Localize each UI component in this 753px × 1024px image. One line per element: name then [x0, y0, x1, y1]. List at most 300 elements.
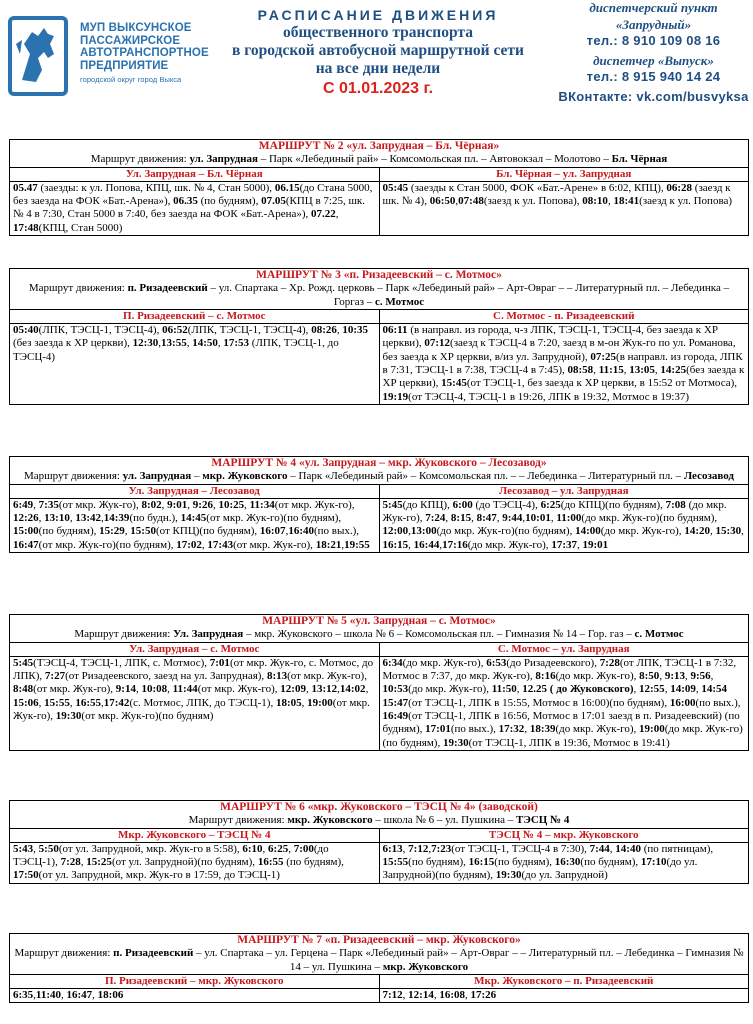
org-line: АВТОТРАНСПОРТНОЕ [80, 47, 209, 59]
time-value: 7:28 [599, 656, 620, 669]
time-note: (от мкр. Жук-го), [33, 683, 116, 696]
time-note: (до мкр. Жук-го)(по будням), [581, 512, 718, 525]
departure-times [10, 498, 380, 552]
time-note: (до мкр. Жук-го), [408, 683, 492, 696]
time-value: 06:50 [429, 195, 456, 208]
time-value: 15:47 [382, 696, 409, 709]
organization-name [80, 22, 209, 84]
time-note: , [186, 337, 193, 350]
time-note: (до мкр. Жук-го)(по будням), [436, 525, 576, 538]
time-note: (от ТЭСЦ-1, без заезда к ХР церкви, в 15:52 от Мотмоса), [466, 377, 738, 390]
time-value: 16:47 [13, 538, 39, 551]
time-value: 7:12 [382, 989, 403, 1002]
time-note: , [244, 498, 250, 511]
time-value: 17:43 [207, 538, 234, 551]
time-value: 7:00 [293, 842, 314, 855]
time-value: 13:05 [629, 364, 655, 377]
time-value: 11:34 [249, 498, 275, 511]
route-header [10, 457, 749, 485]
route-title: МАРШРУТ № 3 «п. Ризадеевский – с. Мотмос» [256, 269, 502, 281]
time-value: 13:00 [410, 525, 437, 538]
direction-label: Ул. Запрудная – Лесозавод [10, 484, 380, 498]
time-note: , [158, 337, 162, 350]
time-note: (от ул. Запрудной, мкр. Жук-го в 17:59, до ТЭСЦ-1) [38, 869, 280, 882]
time-note: Маршрут движения: [23, 470, 123, 483]
route-table [9, 456, 749, 553]
time-note: (по будням), [580, 856, 641, 869]
time-note: , [445, 512, 451, 525]
time-value: 12.25 [522, 683, 548, 696]
time-value: 8:15 [450, 512, 472, 525]
time-note: (до мкр. Жук-го), [555, 723, 640, 736]
time-note: (от мкр. Жук-го), [287, 670, 367, 683]
time-note: – ул. Спартака – ул. Герцена – Парк «Лебединый рай» – Арт-Овраг – – Литературный пл. – Лебединка – Гимназия № 14 – ул. Пушкина – [193, 947, 744, 973]
time-note: (заезд к ТЭСЦ-4 в 7:20, заезд в м-он Жук-го по ул. Романова, без заезда к ХР церкви, в/из ул. Запрудной), [382, 337, 736, 363]
time-note: (ЛПК, ТЭСЦ-1, до ТЭСЦ-4) [13, 337, 339, 363]
time-note: (до КПЦ), [402, 498, 453, 511]
time-note: (от мкр. Жук-го), [197, 683, 281, 696]
time-value: 8:47 [476, 512, 497, 525]
schedule-title-block [208, 6, 548, 98]
time-note: (до Стана 5000, без заезда на ФОК «Бат.-Арена»), [13, 181, 373, 208]
time-value: 19:00 [307, 696, 333, 709]
time-value: 14:50 [192, 337, 218, 350]
time-note: (КПЦ в 7:25, шк. № 4 в 7:30, Стан 5000 в 7:40, без заезда на ФОК «Бат.-Арена»), [13, 195, 366, 221]
time-value: 8:16 [535, 670, 556, 683]
route-header [10, 934, 749, 975]
time-note: , [335, 208, 339, 221]
time-note: , [439, 538, 443, 551]
contacts-block [556, 0, 751, 105]
time-note: (с. Мотмос, ЛПК, до ТЭСЦ-1), [129, 696, 276, 709]
time-value: 17:53 [223, 337, 250, 350]
time-value: 7:28 [60, 856, 81, 869]
time-value: 15:45 [441, 377, 467, 390]
time-note: (по будн.), [129, 512, 181, 525]
time-note: (ЛПК, ТЭСЦ-1, ТЭСЦ-4), [187, 324, 312, 337]
time-note: – [191, 470, 203, 483]
time-value: 17:02 [176, 538, 202, 551]
time-value: 8:13 [266, 670, 288, 683]
time-note: , [187, 498, 193, 511]
time-note: , [664, 683, 671, 696]
time-value: 6:49 [13, 498, 34, 511]
time-value: 19:19 [382, 390, 409, 403]
time-note: , [365, 683, 369, 696]
time-note: , [402, 989, 409, 1002]
time-value: 15:55 [382, 856, 409, 869]
time-value: 12:55 [639, 683, 665, 696]
time-value: 12:26 [13, 512, 39, 525]
time-value: 17:01 [425, 723, 451, 736]
time-value: 5:50 [38, 842, 59, 855]
time-value: 8:02 [141, 498, 162, 511]
time-note: , [201, 538, 208, 551]
time-value: 06.15 [274, 181, 300, 194]
time-value: 10:53 [382, 683, 409, 696]
time-value: 6:25 [540, 498, 561, 511]
time-value: 7:23 [431, 842, 452, 855]
time-value: Бл. Чёрная [611, 153, 668, 166]
time-note: , [80, 856, 87, 869]
phone-number[interactable]: тел.: 8 915 940 14 24 [586, 69, 721, 84]
time-value: 08:10 [582, 195, 608, 208]
time-note: , [33, 498, 39, 511]
time-value: 06:52 [162, 324, 188, 337]
org-line: ПРЕДПРИЯТИЕ [80, 59, 169, 72]
route-header [10, 140, 749, 168]
time-note: , [623, 364, 630, 377]
time-value: 17:26 [470, 989, 497, 1002]
time-value: 14:40 [615, 842, 641, 855]
time-note: , [633, 683, 640, 696]
time-value: 6:34 [382, 656, 403, 669]
time-value: 17:10 [640, 856, 667, 869]
time-value: 19:00 [639, 723, 665, 736]
route-path [13, 153, 745, 166]
time-note: , [285, 525, 289, 538]
time-note: (по будням), [283, 856, 344, 869]
route-path [13, 814, 745, 827]
time-value: 11:00 [556, 512, 582, 525]
time-value: 19:30 [442, 736, 469, 749]
phone-number[interactable]: тел.: 8 910 109 08 16 [586, 33, 721, 48]
time-note: (до ТЭСЦ-1), [13, 842, 329, 869]
time-note: (от ТЭСЦ-4, ТЭСЦ-1 в 19:26, ЛПК в 19:32, Мотмос в 19:37) [408, 390, 690, 403]
time-value: 14:54 [701, 683, 728, 696]
time-value: 14:20 [684, 525, 710, 538]
time-value: 08:26 [311, 324, 337, 337]
time-note: – школа № 6 – ул. Пушкина – [372, 814, 517, 827]
time-note: (от ТЭСЦ-1, ЛПК в 16:56, Мотмос в 17:01 заезд в п. Ризадеевский) (по будням), [382, 710, 740, 736]
departure-times [379, 324, 749, 405]
time-value: ул. Запрудная [189, 153, 258, 166]
time-value: 7:08 [665, 498, 686, 511]
route-table [9, 933, 749, 1003]
time-note: (ЛПК, ТЭСЦ-1, ТЭСЦ-4), [38, 324, 163, 337]
horse-logo-icon [8, 14, 70, 98]
time-note: , [522, 512, 526, 525]
time-note: (до мкр. Жук-го), [402, 656, 487, 669]
time-note: (без заезда к ХР церкви), [13, 337, 133, 350]
time-note: (от Ризадеевского, заезд на ул. Запрудная), [65, 670, 267, 683]
time-value: 10:08 [141, 683, 168, 696]
time-note: Маршрут движения: [188, 814, 288, 827]
time-note: (от ул. Запрудной)(по будням), [111, 856, 258, 869]
time-value: 07:12 [424, 337, 451, 350]
direction-label: С. Мотмос - п. Ризадеевский [379, 309, 749, 323]
direction-label: Бл. Чёрная – ул. Запрудная [379, 167, 749, 181]
route-path [13, 628, 745, 641]
time-value: п. Ризадеевский [127, 282, 208, 295]
dispatch-name: «Запрудный» [615, 16, 692, 32]
time-note: , [336, 324, 343, 337]
time-value: 12:14 [408, 989, 434, 1002]
time-value: 19:01 [582, 538, 609, 551]
direction-label: Мкр. Жуковского – п. Ризадеевский [379, 974, 749, 988]
time-value: 14:45 [180, 512, 207, 525]
time-value: 6:10 [242, 842, 263, 855]
time-value: 07.05 [261, 195, 286, 208]
time-note: , [684, 670, 691, 683]
time-note: (от ТЭСЦ-1, ЛПК в 15:55, Мотмос в 16:00)(по будням), [408, 696, 670, 709]
time-note: , [337, 683, 340, 696]
time-note: (по будням), [38, 525, 100, 538]
time-value: 5:45 [382, 498, 403, 511]
schedule-title: РАСПИСАНИЕ ДВИЖЕНИЯ [257, 7, 499, 23]
time-value: 8:50 [639, 670, 660, 683]
direction-label: Ул. Запрудная – Бл. Чёрная [10, 167, 380, 181]
time-value: 05:45 [382, 181, 409, 194]
time-value: 16:00 [669, 696, 696, 709]
direction-label: П. Ризадеевский – мкр. Жуковского [10, 974, 380, 988]
time-value: 15:55 [44, 696, 70, 709]
time-note: Маршрут движения: [28, 282, 128, 295]
time-note: , [341, 538, 345, 551]
page-header [0, 0, 753, 120]
time-note: , [212, 498, 219, 511]
time-value: 9:14 [115, 683, 136, 696]
time-value: 06:11 [382, 324, 408, 337]
route-title: МАРШРУТ № 2 «ул. Запрудная – Бл. Чёрная» [258, 140, 500, 152]
time-note: (до ТЭСЦ-4), [472, 498, 541, 511]
time-value: 9:13 [664, 670, 685, 683]
vk-link[interactable]: ВКонтакте: vk.com/busvyksa [558, 88, 749, 104]
time-value: 14:02 [339, 683, 366, 696]
time-value: 6:13 [382, 842, 403, 855]
time-value: 11:44 [172, 683, 198, 696]
schedule-subtitle: общественного транспорта [283, 24, 473, 41]
time-value: 05.47 [13, 181, 38, 194]
time-value: с. Мотмос [375, 295, 425, 308]
time-note: (заезды: к ул. Попова, КПЦ, шк. № 4, Стан 5000), [37, 181, 275, 194]
time-value: 9:44 [502, 512, 523, 525]
time-note: (от ЛПК, ТЭСЦ-1 в 7:32, Мотмос в 7:37, до мкр. Жук-го), [382, 656, 737, 683]
time-value: 07:48 [458, 195, 484, 208]
time-value: 7:27 [44, 670, 66, 683]
time-note: , [124, 525, 131, 538]
time-note: , [69, 696, 76, 709]
time-note: , [161, 498, 168, 511]
time-note: (по пятницам), [640, 842, 714, 855]
time-value: 16:44 [413, 538, 440, 551]
time-value: 17:42 [103, 696, 130, 709]
time-note: (от ТЭСЦ-1, ТЭСЦ-4 в 7:30), [451, 842, 590, 855]
route-path [13, 470, 745, 483]
time-note: , [576, 538, 583, 551]
time-note: , [262, 842, 269, 855]
time-note: , [101, 512, 104, 525]
time-value: 19:30 [495, 869, 522, 882]
time-value: 9:26 [192, 498, 213, 511]
route-title: МАРШРУТ № 5 «ул. Запрудная – с. Мотмос» [262, 615, 496, 627]
time-value: 18:41 [613, 195, 640, 208]
route-header [10, 801, 749, 829]
time-note: (от КПЦ)(по будням), [155, 525, 260, 538]
time-note: , [101, 696, 104, 709]
time-note: (до мкр. Жук-го)(по будням), [382, 723, 743, 749]
time-note: , [455, 195, 459, 208]
time-value: 14:39 [103, 512, 130, 525]
time-value: 15:06 [13, 696, 39, 709]
time-note: (заезд к ул. Попова) [639, 195, 733, 208]
time-note: , [301, 696, 308, 709]
time-note: , [710, 670, 714, 683]
time-value: 07.22 [311, 208, 336, 221]
direction-label: Лесозавод – ул. Запрудная [379, 484, 749, 498]
departure-times [10, 989, 380, 1003]
time-value: 8:48 [13, 683, 34, 696]
time-note: (по вых.), [313, 525, 360, 538]
time-note: (до мкр. Жук-го), [467, 538, 552, 551]
time-value: мкр. Жуковского [382, 960, 469, 973]
departure-times [379, 989, 749, 1003]
departure-times [379, 181, 749, 235]
time-note: (от ТЭСЦ-1, ЛПК в 19:36, Мотмос в 19:41) [468, 736, 670, 749]
route-title: МАРШРУТ № 7 «п. Ризадеевский – мкр. Жуковского» [237, 934, 521, 946]
time-note: (по будням), [494, 856, 555, 869]
time-value: Ул. Запрудная [173, 628, 244, 641]
time-value: 11:15 [598, 364, 624, 377]
route-path [13, 947, 745, 974]
dispatch-label: диспетчерский пункт [589, 0, 718, 15]
direction-label: Ул. Запрудная – с. Мотмос [10, 642, 380, 656]
time-value: 17:32 [498, 723, 525, 736]
time-note: , [288, 842, 294, 855]
time-note: , [607, 195, 614, 208]
time-note: (в направл. из города, ЛПК в 7:31, ТЭСЦ-1 в 7:38, ТЭСЦ-4 в 7:45), [382, 350, 743, 377]
time-value: 17:16 [442, 538, 468, 551]
time-value: 16:15 [468, 856, 495, 869]
time-note: , [709, 525, 716, 538]
time-value: 13:55 [161, 337, 187, 350]
time-value: 10:01 [525, 512, 551, 525]
time-note: , [471, 512, 477, 525]
time-value: 11:50 [491, 683, 517, 696]
time-value: 10:35 [342, 324, 369, 337]
time-note: Маршрут движения: [14, 947, 114, 960]
route-header [10, 615, 749, 643]
time-value: 15:30 [715, 525, 742, 538]
time-value: 16:15 [382, 538, 409, 551]
time-value: ( до Жуковского) [547, 683, 634, 696]
time-value: 16:55 [257, 856, 284, 869]
time-value: 19:30 [55, 710, 82, 723]
time-note: , [741, 525, 744, 538]
time-value: 18:39 [529, 723, 556, 736]
org-line: ПАССАЖИРСКОЕ [80, 34, 181, 47]
departure-times [10, 656, 380, 750]
time-note: (до мкр. Жук-го), [382, 498, 727, 525]
direction-label: П. Ризадеевский – с. Мотмос [10, 309, 380, 323]
time-value: 17:50 [13, 869, 39, 882]
time-value: 6:53 [486, 656, 507, 669]
time-note: (по вых.), [695, 696, 741, 709]
time-value: 15:29 [99, 525, 125, 538]
time-note: (по будням), [408, 856, 469, 869]
time-value: 07:25 [590, 350, 617, 363]
time-note: , [695, 683, 702, 696]
time-value: 6:35 [13, 989, 34, 1002]
time-value: 11:40 [35, 989, 61, 1002]
route-table [9, 139, 749, 236]
time-note: (от мкр. Жук-го, с. Мотмос, до ЛПК), [13, 656, 374, 683]
time-value: 12:09 [280, 683, 306, 696]
departure-times [10, 324, 380, 405]
route-header [10, 269, 749, 310]
time-note: (от мкр. Жук-го), [233, 538, 316, 551]
time-note: – ул. Спартака – Хр. Рожд. церковь – Парк «Лебединый рай» – Арт-Овраг – – Литературный пл. – Лебединка – Горгаз – [207, 282, 730, 308]
time-note: , [516, 683, 523, 696]
time-note: , [433, 989, 440, 1002]
time-value: 16:08 [439, 989, 466, 1002]
time-note: , [33, 989, 36, 1002]
time-value: 18:06 [97, 989, 124, 1002]
departure-times [10, 842, 380, 883]
time-note: , [609, 842, 616, 855]
time-note: , [60, 989, 67, 1002]
time-value: Лесозавод [683, 470, 734, 483]
time-value: 7:35 [38, 498, 59, 511]
time-note: (заезд к ул. Попова), [483, 195, 583, 208]
time-note: (КПЦ, Стан 5000) [38, 221, 123, 234]
departure-times [10, 181, 380, 235]
time-note: – мкр. Жуковского – школа № 6 – Комсомольская пл. – Гимназия № 14 – Гор. газ – [243, 628, 635, 641]
time-note: , [654, 364, 661, 377]
time-note: (до мкр. Жук-го), [600, 525, 685, 538]
time-note: (до ул. Запрудной)(по будням), [382, 856, 698, 882]
time-note: – Парк «Лебединый рай» – Комсомольская пл. – – Лебединка – Литературный пл. – [287, 470, 684, 483]
time-note: , [135, 683, 142, 696]
time-value: 13:12 [311, 683, 338, 696]
time-value: 06:28 [666, 181, 693, 194]
time-note: , [408, 538, 414, 551]
org-line: МУП ВЫКСУНСКОЕ [80, 22, 192, 34]
time-value: 12:30 [132, 337, 159, 350]
time-value: 7:12 [408, 842, 429, 855]
departure-times [379, 656, 749, 750]
schedule-subtitle: в городской автобусной маршрутной сети [232, 42, 524, 59]
dispatch-label: диспетчер «Выпуск» [593, 52, 714, 68]
time-note: (заезд к шк. № 4), [382, 181, 731, 208]
time-value: 10:25 [218, 498, 245, 511]
time-value: 5:45 [13, 656, 34, 669]
time-value: 17:37 [551, 538, 577, 551]
time-note: Маршрут движения: [90, 153, 190, 166]
time-value: 14:00 [575, 525, 601, 538]
time-note: , [496, 512, 503, 525]
time-note: (от мкр. Жук-го)(по будням) [81, 710, 214, 723]
time-value: 18:05 [275, 696, 302, 709]
time-note: (до мкр. Жук-го), [555, 670, 640, 683]
time-note: , [593, 364, 599, 377]
time-value: мкр. Жуковского [287, 814, 373, 827]
time-note: , [428, 842, 432, 855]
time-note: (от мкр. Жук-го), [13, 696, 370, 723]
effective-date: С 01.01.2023 г. [322, 80, 434, 97]
time-value: 7:24 [425, 512, 446, 525]
time-note: , [38, 696, 45, 709]
time-note: (ТЭСЦ-4, ТЭСЦ-1, ЛПК, с. Мотмос), [33, 656, 210, 669]
time-value: 16:30 [554, 856, 581, 869]
time-value: 6:25 [268, 842, 289, 855]
time-value: 16:07 [259, 525, 286, 538]
route-table [9, 614, 749, 751]
time-value: 17:48 [13, 221, 39, 234]
time-note: (от мкр. Жук-го)(по будням), [206, 512, 342, 525]
departure-times [379, 498, 749, 552]
time-note: (в направл. из города, ч-з ЛПК, ТЭСЦ-1, ТЭСЦ-4, без заезда к ХР церкви), [382, 324, 718, 350]
